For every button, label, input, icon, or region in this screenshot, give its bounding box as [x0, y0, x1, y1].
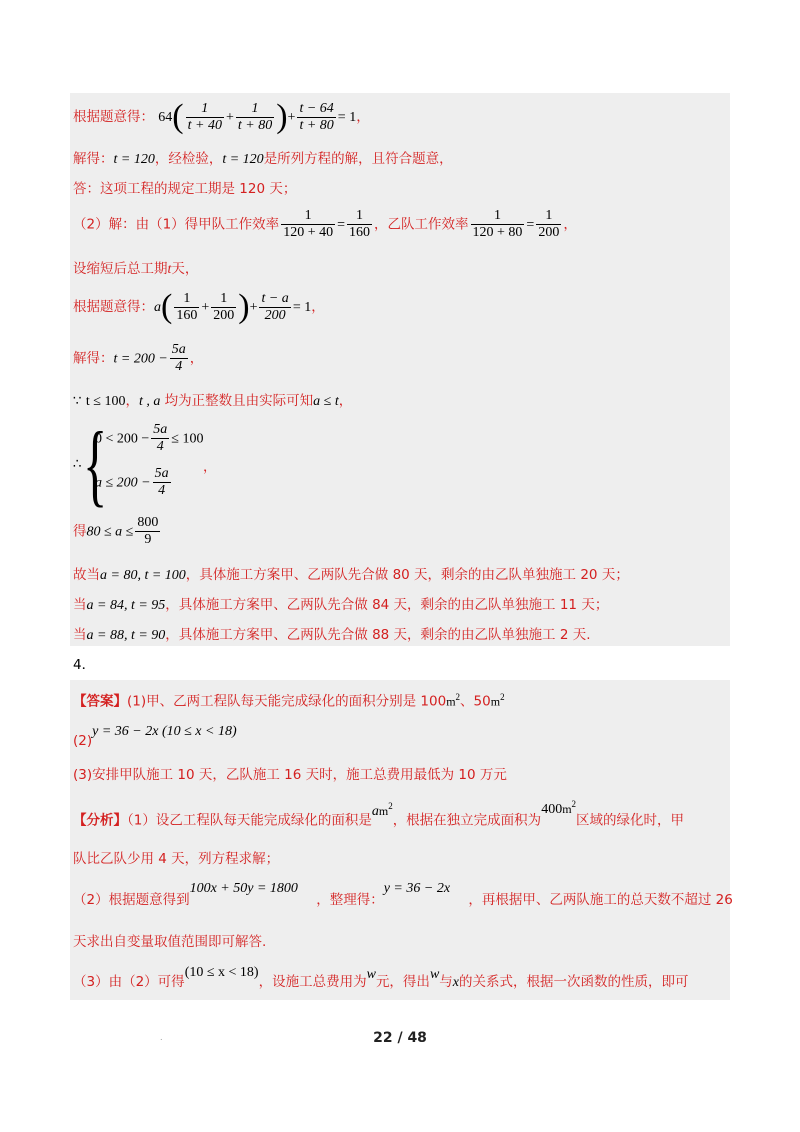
page-separator: /	[397, 1030, 403, 1046]
text: 160	[349, 225, 370, 240]
text: 9	[144, 532, 152, 547]
system-comma: ，	[203, 459, 217, 475]
math: 64	[158, 110, 173, 125]
text: 200	[538, 225, 560, 240]
text: 800	[137, 515, 159, 530]
math: m	[378, 803, 389, 818]
text: （3）由（2）可得	[73, 974, 185, 990]
system-brace: {	[83, 413, 108, 515]
text: 1	[174, 291, 199, 308]
text: 与	[439, 974, 453, 990]
math: m	[562, 801, 572, 816]
math: y = 36 − 2x (10 ≤ x < 18)	[92, 724, 237, 739]
text: 元，得出	[375, 974, 430, 990]
fraction	[211, 291, 236, 324]
fraction	[347, 208, 372, 241]
text: ，	[311, 299, 325, 315]
text: ，乙队工作效率	[374, 216, 469, 233]
text: 1	[536, 208, 561, 225]
text: ，	[338, 393, 353, 409]
fraction	[471, 208, 525, 241]
equation-line-1	[73, 100, 370, 134]
inequality-1	[95, 422, 203, 455]
math: x	[452, 975, 459, 990]
math: 0 < 200 −	[95, 431, 150, 447]
fraction	[186, 101, 224, 134]
text: (	[161, 288, 173, 325]
solution-line-2	[73, 150, 453, 169]
text: 【答案】	[73, 693, 127, 710]
range-line-9	[73, 515, 162, 548]
fraction	[151, 422, 169, 455]
text: 当	[73, 627, 87, 643]
fraction	[259, 291, 290, 324]
text: ∵	[73, 393, 82, 409]
page-total: 48	[407, 1030, 427, 1046]
text: 1	[471, 208, 525, 225]
inequality-2	[95, 466, 173, 499]
math: t = 120	[113, 152, 155, 167]
text: ，具体施工方案甲、乙两队先合做 80 天，剩余的由乙队单独施工 20 天；	[185, 567, 629, 583]
analysis-line-5	[73, 965, 689, 992]
text: 设缩短后总工期	[73, 261, 168, 277]
math: a = 84, t = 95	[86, 598, 166, 613]
fraction	[170, 342, 188, 375]
text: 5a	[153, 422, 168, 437]
math: +	[201, 300, 210, 315]
text: (2)	[73, 733, 93, 749]
text: 120 + 40	[283, 225, 334, 240]
text: （1）设乙工程队每天能完成绿化的面积是	[127, 812, 372, 829]
text: 1	[347, 208, 372, 225]
text: ，具体施工方案甲、乙两队先合做 84 天，剩余的由乙队单独施工 11 天；	[165, 597, 609, 613]
plan-line-10	[73, 566, 629, 585]
text: t − 64	[299, 100, 334, 116]
text: ，设施工总费用为	[258, 974, 367, 990]
text: ，再根据甲、乙两队施工的总天数不超过 26	[468, 892, 733, 908]
equation-line-6	[73, 290, 325, 324]
text: ，根据在独立完成面积为	[392, 812, 542, 829]
condition-line-8	[73, 392, 352, 411]
math: a ≤ 200 −	[95, 475, 151, 491]
math: =	[337, 217, 345, 233]
answer-line-2	[73, 722, 237, 749]
fraction	[297, 101, 335, 134]
text: t + 40	[187, 117, 222, 133]
text: ，经检验，	[154, 151, 223, 167]
text: 【分析】	[73, 812, 127, 829]
math: = 1	[337, 110, 357, 125]
page-current: 22	[373, 1030, 393, 1046]
text: 4	[158, 483, 166, 498]
math: 80 ≤ a ≤	[86, 524, 134, 540]
text: 根据题意得：	[73, 109, 154, 125]
text: 120 + 80	[472, 225, 523, 240]
text: ，	[356, 109, 370, 125]
text: 是所列方程的解，且符合题意，	[263, 151, 453, 167]
paren-close: )	[276, 98, 288, 135]
text: 160	[176, 307, 198, 323]
math: +	[225, 110, 234, 125]
efficiency-line-4	[73, 208, 577, 241]
text: t + 80	[299, 117, 334, 133]
fraction	[174, 291, 199, 324]
math: t = 200 −	[113, 351, 168, 367]
text: 当	[73, 597, 87, 613]
math: +	[287, 110, 296, 125]
math: 400	[541, 801, 563, 817]
math: t	[167, 262, 172, 277]
text: t + 80	[237, 117, 273, 133]
math: =	[526, 217, 535, 233]
text: 1	[186, 101, 224, 118]
math: 100x + 50y = 1800	[189, 881, 298, 896]
therefore-symbol	[73, 455, 82, 473]
solution-line-7	[73, 342, 203, 375]
fraction	[281, 208, 335, 241]
text: 2	[388, 801, 393, 811]
text: 2	[455, 692, 461, 702]
text: 4	[175, 359, 183, 374]
math: y = 36 − 2x	[383, 881, 451, 896]
text: ，	[563, 216, 577, 233]
text: 根据题意得：	[73, 299, 154, 315]
text: 1	[281, 208, 335, 225]
math: t ≤ 100	[85, 394, 126, 409]
text: ，	[189, 350, 204, 367]
math: t , a	[138, 394, 161, 409]
math: w	[429, 967, 440, 982]
text: 1	[236, 101, 274, 118]
plan-line-12	[73, 626, 591, 645]
answer-line-3: 答：这项工程的规定工期是 120 天；	[73, 181, 297, 197]
let-line-5	[73, 260, 198, 279]
text: 均为正整数且由实际可知	[164, 393, 314, 409]
text: 、50	[460, 693, 491, 710]
text: 的关系式，根据一次函数的性质，即可	[459, 974, 689, 990]
text: ，整理得：	[316, 892, 384, 908]
fraction	[153, 466, 171, 499]
math: (10 ≤ x < 18)	[184, 965, 259, 980]
text: ∴	[73, 456, 82, 472]
math: m	[446, 694, 456, 709]
page-number	[0, 1030, 800, 1046]
text: 区域的绿化时，甲	[576, 812, 685, 829]
math: a = 88, t = 90	[86, 628, 166, 643]
math: m	[490, 694, 501, 709]
text: 解得：	[73, 151, 114, 167]
math: a	[154, 300, 161, 315]
fraction	[536, 208, 561, 241]
text: 200	[264, 307, 286, 323]
answer-line-3: (3)安排甲队施工 10 天，乙队施工 16 天时，施工总费用最低为 10 万元	[73, 767, 507, 783]
text: （2）根据题意得到	[73, 892, 190, 908]
analysis-line-4: 天求出自变量取值范围即可解答.	[73, 934, 267, 950]
text: ，	[125, 393, 139, 409]
math: a	[371, 803, 379, 819]
text: 2	[571, 799, 577, 809]
decorative-dot: .	[160, 1033, 163, 1042]
analysis-line-1	[73, 799, 685, 831]
math: +	[249, 300, 258, 315]
question-number: 4．	[73, 657, 96, 673]
analysis-line-3	[73, 881, 733, 910]
text: 1	[211, 291, 236, 308]
analysis-line-2: 队比乙队少用 4 天，列方程求解；	[73, 851, 280, 867]
text: )	[238, 288, 250, 325]
text: （2）解：由（1）得甲队工作效率	[73, 216, 280, 233]
math: a = 80, t = 100	[100, 568, 186, 583]
text: 天，	[171, 261, 199, 277]
math: = 1	[292, 300, 312, 315]
fraction	[236, 101, 274, 134]
text: 4	[156, 439, 164, 454]
answer-line-1	[73, 688, 505, 711]
math: t = 120	[222, 152, 264, 167]
math: ≤ 100	[171, 431, 204, 447]
text: 200	[213, 307, 235, 323]
paren-open: (	[172, 98, 184, 135]
math: w	[366, 967, 376, 982]
math: a ≤ t	[313, 394, 339, 409]
text: 解得：	[73, 350, 114, 367]
text: 5a	[171, 342, 186, 357]
text: 5a	[154, 466, 169, 481]
text: 得	[73, 523, 87, 540]
text: t − a	[261, 290, 289, 306]
text: (1)甲、乙两工程队每天能完成绿化的面积分别是 100	[127, 693, 447, 710]
text: 故当	[73, 567, 100, 583]
text: ，具体施工方案甲、乙两队先合做 88 天，剩余的由乙队单独施工 2 天.	[165, 627, 591, 643]
text: 2	[500, 692, 505, 702]
plan-line-11	[73, 596, 608, 615]
fraction	[135, 515, 160, 548]
